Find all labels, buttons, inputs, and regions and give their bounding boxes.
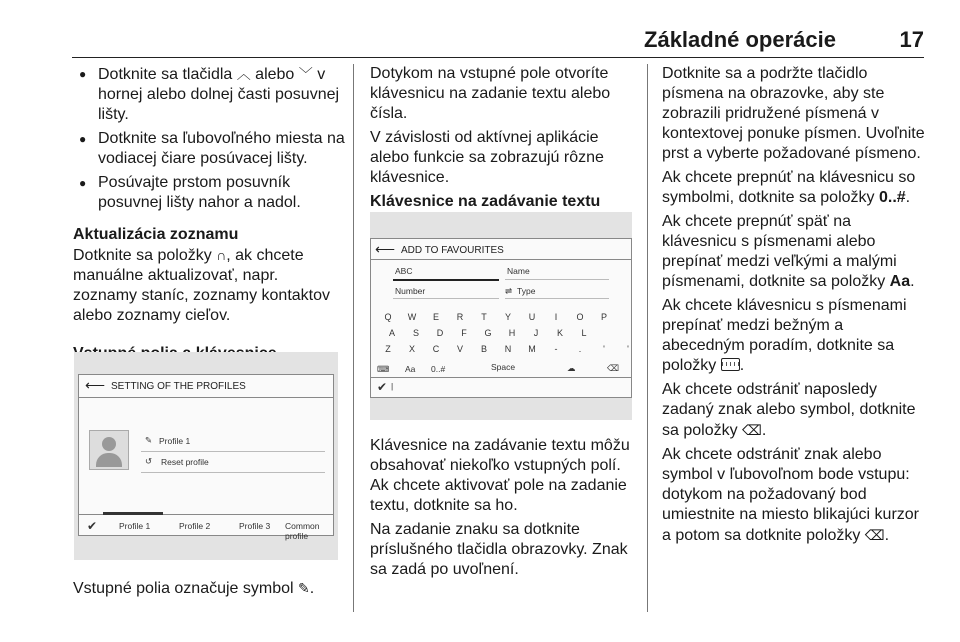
- key: T: [481, 312, 487, 322]
- paragraph: Ak chcete prepnúť na klávesnicu so symbolmi, dotknite sa položky 0..#.: [662, 169, 916, 206]
- screen-caption: Vstupné polia označuje symbol ✎.: [73, 580, 315, 597]
- column-3: [662, 64, 930, 550]
- keyboard-screenshot: ⟵ ADD TO FAVOURITES ABC Name Number ⇌ Type Q W E R T Y U I O P A S D F G H J K L Z X C V B N M - . ' ' ⌨ Aa 0..# Space ☁ ⌫ ✔ |: [370, 212, 632, 420]
- edit-icon: ✎: [145, 435, 153, 445]
- speech-icon: ☁: [567, 363, 576, 373]
- keyboard-heading: Klávesnice na zadávanie textu: [370, 193, 601, 210]
- key: Z: [385, 344, 391, 354]
- paragraph: Na zadanie znaku sa dotknite príslušného tlačidla obrazovky. Znak sa zadá po uvoľnení.: [370, 521, 628, 578]
- key: ': [627, 344, 629, 354]
- keyboard-icon: ⌨: [377, 364, 390, 374]
- keyboard-icon: [721, 358, 740, 371]
- key: A: [388, 328, 395, 338]
- page-number: 17: [899, 27, 924, 52]
- backspace-icon: ⌫: [864, 527, 885, 543]
- paragraph: Ak chcete odstrániť znak alebo symbol v ľubovoľnom bode vstupu: dotykom na požadovaný bod umiestnite na miesto blikajúci kurzor a potom sa dotknite položky ⌫.: [662, 446, 919, 544]
- key: S: [412, 328, 419, 338]
- key: L: [581, 328, 587, 338]
- key: I: [554, 312, 558, 322]
- reset-icon: ↺: [145, 456, 153, 466]
- chevron-up-icon: ︿: [236, 66, 251, 82]
- refresh-icon: ∩: [216, 247, 227, 263]
- chevron-down-icon: ﹀: [298, 66, 313, 82]
- key: P: [600, 312, 607, 322]
- key: V: [456, 344, 463, 354]
- key: H: [508, 328, 516, 338]
- bullet-1: ● Dotknite sa tlačidla ︿ alebo ﹀ v hornej alebo dolnej časti posuvnej lišty.: [73, 64, 345, 125]
- key: D: [436, 328, 444, 338]
- bullet-2: ● Dotknite sa ľubovoľného miesta na vodiacej čiare posúvacej lišty.: [73, 129, 345, 169]
- text-cursor: |: [391, 381, 394, 391]
- key: M: [528, 344, 536, 354]
- avatar: [89, 430, 129, 470]
- key: Q: [384, 312, 392, 322]
- paragraph: V závislosti od aktívnej aplikácie alebo funkcie sa zobrazujú rôzne klávesnice.: [370, 129, 604, 186]
- paragraph: Dotknite sa a podržte tlačidlo písmena na obrazovke, aby ste zobrazili pridružené písmená v kontextovej ponuke písmen. Uvoľnite prst a vyberte požadované písmeno.: [662, 65, 925, 162]
- backspace-icon: ⌫: [742, 422, 762, 438]
- key: G: [484, 328, 492, 338]
- key: .: [578, 344, 582, 354]
- paragraph: Ak chcete klávesnicu s písmenami prepínať medzi bežným a abecedným poradím, dotknite sa položky .: [662, 297, 907, 374]
- column-2-lower: [370, 436, 634, 584]
- backspace-icon: ⌫: [607, 363, 620, 373]
- key: U: [528, 312, 536, 322]
- paragraph: Klávesnice na zadávanie textu môžu obsahovať niekoľko vstupných polí. Ak chcete aktivovať pole na zadanie textu, dotknite sa ho.: [370, 437, 630, 514]
- page-title: Základné operácie: [644, 27, 836, 52]
- column-2: [370, 64, 634, 216]
- check-icon: ✔: [87, 519, 98, 533]
- key: X: [408, 344, 415, 354]
- key: C: [432, 344, 440, 354]
- key: F: [461, 328, 467, 338]
- paragraph: Dotykom na vstupné pole otvoríte klávesnicu na zadanie textu alebo čísla.: [370, 65, 611, 122]
- profiles-screenshot: ⟵ SETTING OF THE PROFILES ✎ Profile 1 ↺ Reset profile ✔ Profile 1 Profile 2 Profile 3 Common profile: [74, 352, 338, 560]
- back-arrow-icon: ⟵: [375, 241, 396, 257]
- check-icon: ✔: [377, 380, 388, 394]
- column-divider: [353, 64, 354, 612]
- key: J: [533, 328, 539, 338]
- key: E: [432, 312, 439, 322]
- key: Y: [504, 312, 511, 322]
- column-divider: [647, 64, 648, 612]
- back-arrow-icon: ⟵: [85, 377, 106, 393]
- pencil-icon: ✎: [298, 580, 310, 596]
- paragraph: Ak chcete prepnúť späť na klávesnicu s písmenami alebo prepínať medzi veľkými a malými písmenami, dotknite sa položky Aa.: [662, 213, 915, 290]
- paragraph: Ak chcete odstrániť naposledy zadaný znak alebo symbol, dotknite sa položky ⌫.: [662, 381, 916, 439]
- key: K: [556, 328, 563, 338]
- key: R: [456, 312, 464, 322]
- type-icon: ⇌: [505, 286, 513, 296]
- key: O: [576, 312, 584, 322]
- bullet-3: ● Posúvajte prstom posuvník posuvnej lišty nahor a nadol.: [73, 173, 345, 213]
- page-header: [72, 27, 924, 58]
- column-1: [73, 64, 345, 364]
- key: N: [504, 344, 512, 354]
- key: B: [480, 344, 487, 354]
- key: -: [554, 344, 558, 354]
- key: ': [603, 344, 605, 354]
- update-heading: Aktualizácia zoznamu: [73, 226, 239, 243]
- update-text: Dotknite sa položky ∩, ak chcete manuálne aktualizovať, napr. zoznamy staníc, zoznamy kontaktov alebo zoznamy cieľov.: [73, 247, 330, 324]
- key: W: [407, 312, 417, 322]
